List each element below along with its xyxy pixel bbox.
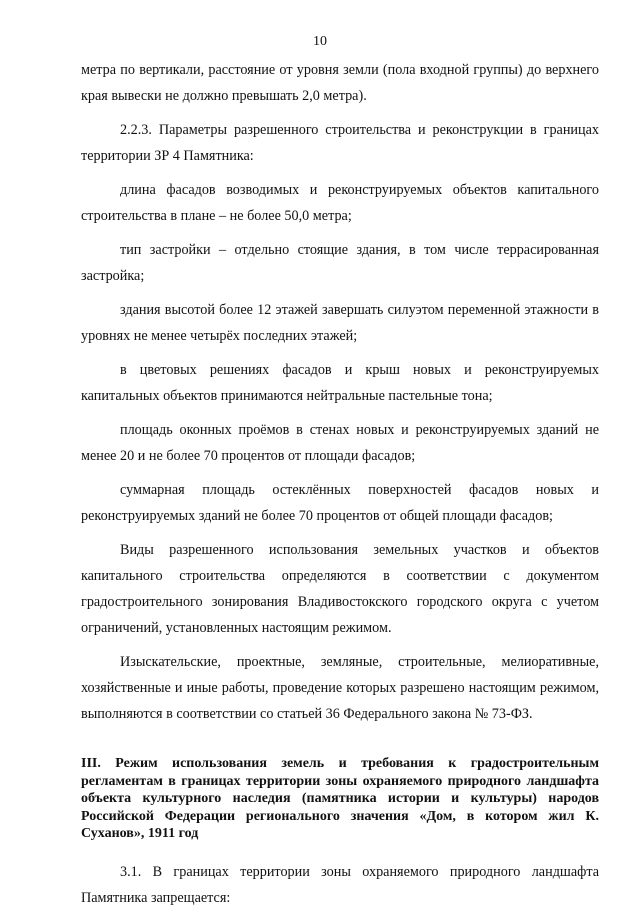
paragraph-building-type: тип застройки – отдельно стоящие здания, в том числе террасированная застройка; xyxy=(81,242,599,284)
paragraph-color-solutions: в цветовых решениях фасадов и крыш новых и реконструируемых капитальных объектов принимаются нейтральные пастельные тона; xyxy=(81,362,599,404)
paragraph-works: Изыскательские, проектные, земляные, строительные, мелиоративные, хозяйственные и иные работы, проведение которых разрешено настоящим режимом, выполняются в соответствии со статьей 36 Федерального закона № 73-ФЗ. xyxy=(81,654,599,722)
paragraph-facade-length: длина фасадов возводимых и реконструируемых объектов капитального строительства в плане – не более 50,0 метра; xyxy=(81,182,599,224)
paragraph-permitted-use: Виды разрешенного использования земельных участков и объектов капитального строительства определяются в соответствии с документом градостроительного зонирования Владивостокского городского округа с учетом ограничений, установленных настоящим режимом. xyxy=(81,542,599,636)
paragraph-glazing-area: суммарная площадь остеклённых поверхностей фасадов новых и реконструируемых зданий не более 70 процентов от общей площади фасадов; xyxy=(81,482,599,524)
paragraph-3-1: 3.1. В границах территории зоны охраняемого природного ландшафта Памятника запрещается: xyxy=(81,863,599,906)
paragraph-building-height: здания высотой более 12 этажей завершать силуэтом переменной этажности в уровнях не менее четырёх последних этажей; xyxy=(81,302,599,344)
section-heading: III. Режим использования земель и требования к градостроительным регламентам в границах территории зоны охраняемого природного ландшафта объекта культурного наследия (памятника истории и культуры) народов Российской Федерации регионального значения «Дом, в котором жил К. Суханов», 1911 год xyxy=(81,756,599,841)
document-body xyxy=(81,57,599,911)
paragraph-continuation: метра по вертикали, расстояние от уровня земли (пола входной группы) до верхнего края вывески не должно превышать 2,0 метра). xyxy=(81,62,599,104)
page-number: 10 xyxy=(313,34,327,49)
paragraph-window-area: площадь оконных проёмов в стенах новых и реконструируемых зданий не менее 20 и не более 70 процентов от площади фасадов; xyxy=(81,422,599,464)
paragraph-2-2-3: 2.2.3. Параметры разрешенного строительства и реконструкции в границах территории ЗР 4 Памятника: xyxy=(81,122,599,164)
